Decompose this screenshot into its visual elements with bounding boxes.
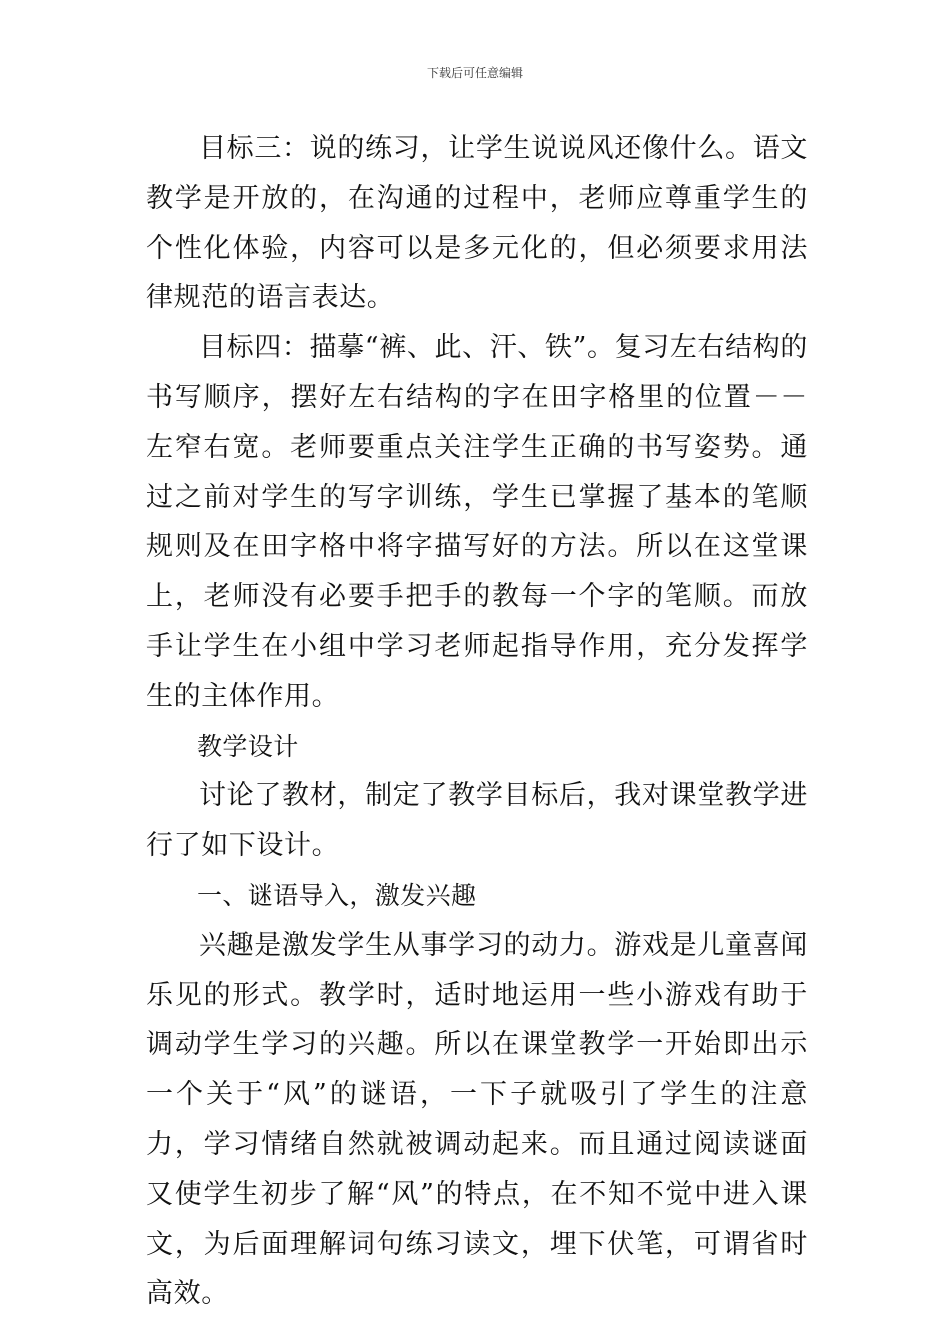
paragraph-design-intro: 讨论了教材，制定了教学目标后，我对课堂教学进行了如下设计。 [146, 780, 808, 862]
paragraph-goal-four: 目标四：描摹“裤、此、汗、铁”。复习左右结构的书写顺序，摆好左右结构的字在田字格里的位置－－左窄右宽。老师要重点关注学生正确的书写姿势。通过之前对学生的写字训练，学生已掌握了基本的笔顺规则及在田字格中将字描写好的方法。所以在这堂课上，老师没有必要手把手的教每一个字的笔顺。而放手让学生在小组中学习老师起指导作用，充分发挥学生的主体作用。 [146, 332, 808, 712]
paragraph-interest: 兴趣是激发学生从事学习的动力。游戏是儿童喜闻乐见的形式。教学时，适时地运用一些小游戏有助于调动学生学习的兴趣。所以在课堂教学一开始即出示一个关于“风”的谜语，一下子就吸引了学生的注意力，学习情绪自然就被调动起来。而且通过阅读谜面又使学生初步了解“风”的特点，在不知不觉中进入课文，为后面理解词句练习读文，埋下伏笔，可谓省时高效。 [146, 929, 808, 1310]
page-header: 下载后可任意编辑 [426, 66, 523, 80]
section-heading-riddle-intro: 一、谜语导入，激发兴趣 [197, 880, 477, 910]
section-heading-teaching-design: 教学设计 [197, 731, 299, 761]
document-body [146, 124, 808, 1319]
paragraph-goal-three: 目标三：说的练习，让学生说说风还像什么。语文教学是开放的，在沟通的过程中，老师应尊重学生的个性化体验，内容可以是多元化的，但必须要求用法律规范的语言表达。 [146, 133, 808, 314]
